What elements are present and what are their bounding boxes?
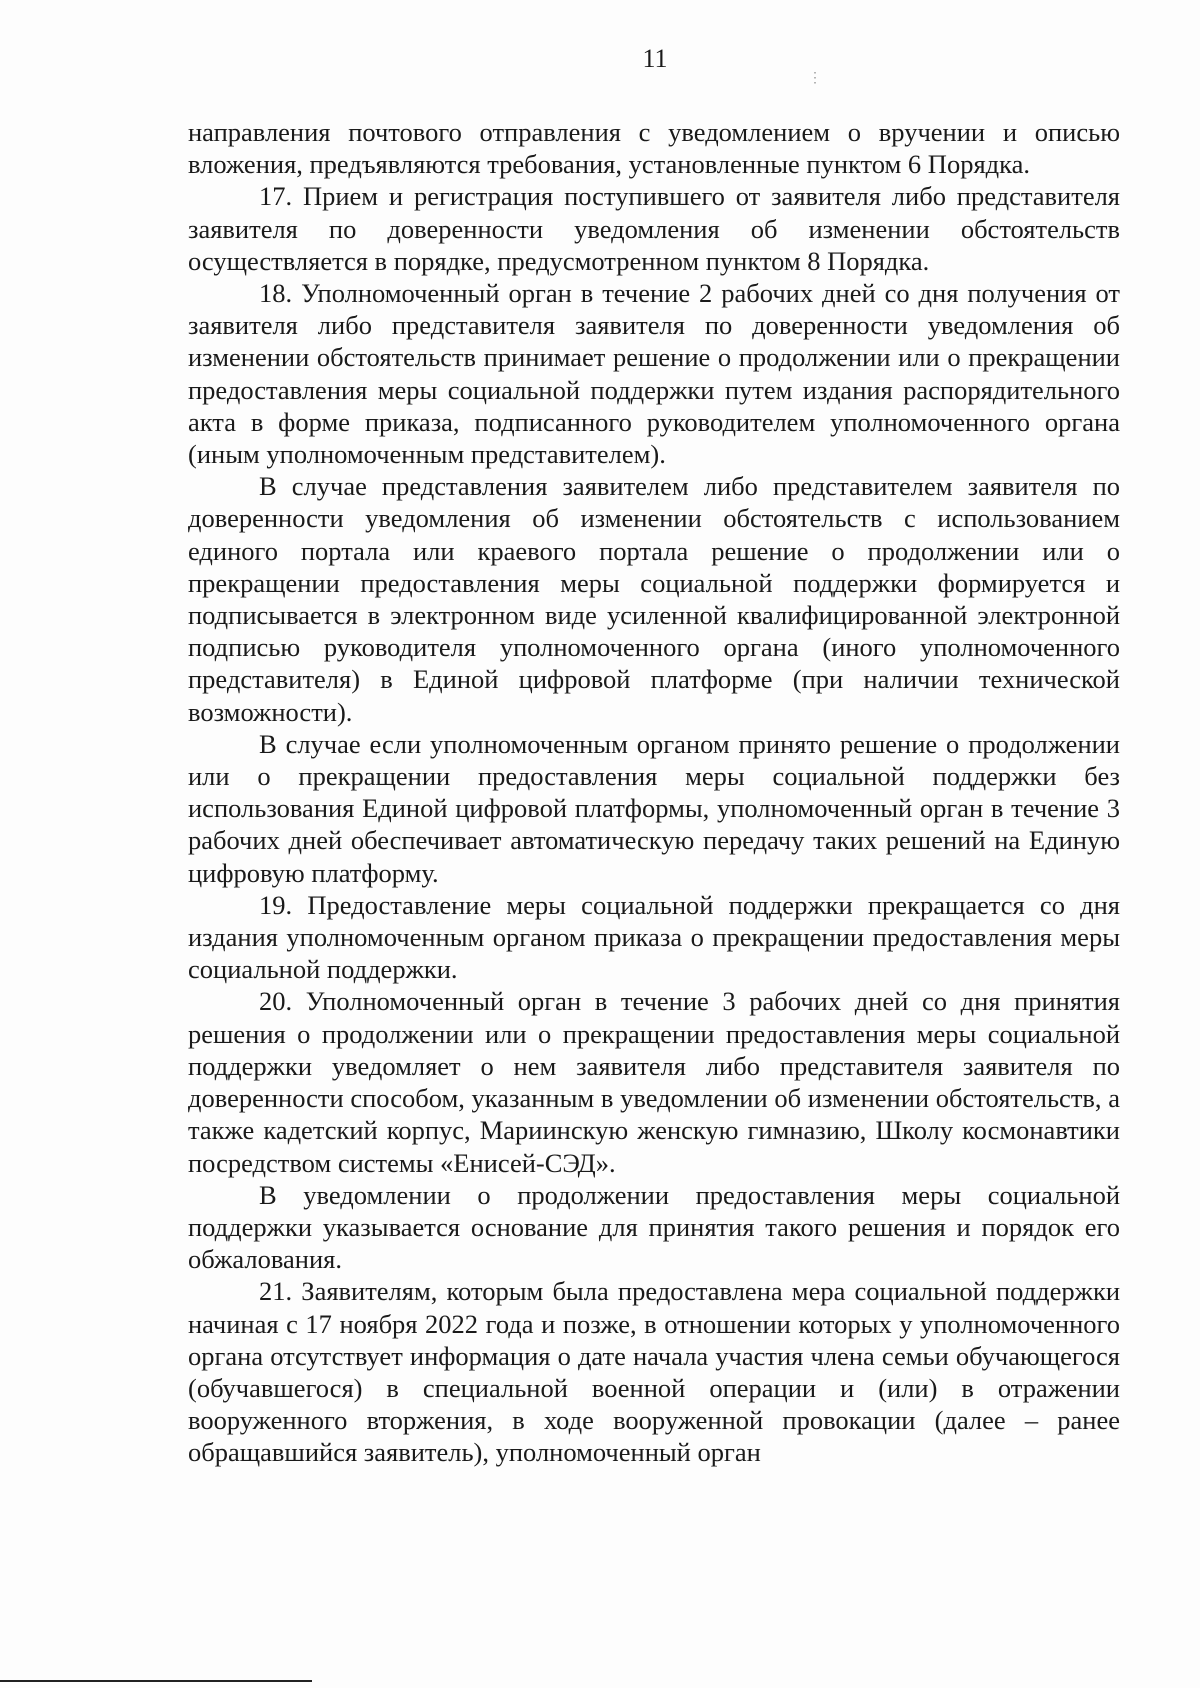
- paragraph-17: 17. Прием и регистрация поступившего от заявителя либо представителя заявителя по доверенности уведомления об изменении обстоятельств осуществляется в порядке, предусмотренном пунктом 8 Порядка.: [188, 181, 1120, 276]
- body-text: [188, 116, 1120, 1469]
- paragraph-18: 18. Уполномоченный орган в течение 2 рабочих дней со дня получения от заявителя либо представителя заявителя по доверенности уведомления об изменении обстоятельств принимает решение о продолжении или о прекращении предоставления меры социальной поддержки путем издания распорядительного акта в форме приказа, подписанного руководителем уполномоченного органа (иным уполномоченным представителем).: [188, 278, 1120, 470]
- paragraph-19: 19. Предоставление меры социальной поддержки прекращается со дня издания уполномоченным органом приказа о прекращении предоставления меры социальной поддержки.: [188, 889, 1120, 985]
- footnote-rule: [0, 1680, 312, 1682]
- paragraph-18-transfer: В случае если уполномоченным органом принято решение о продолжении или о прекращении предоставления меры социальной поддержки без использования Единой цифровой платформы, уполномоченный орган в течение 3 рабочих дней обеспечивает автоматическую передачу таких решений на Единую цифровую платформу.: [188, 728, 1120, 888]
- page-number: 11: [642, 44, 668, 73]
- paragraph-continuation: направления почтового отправления с уведомлением о вручении и описью вложения, предъявляются требования, установленные пунктом 6 Порядка.: [188, 117, 1120, 180]
- paragraph-20-notice: В уведомлении о продолжении предоставления меры социальной поддержки указывается основание для принятия такого решения и порядок его обжалования.: [188, 1179, 1120, 1275]
- paragraph-20: 20. Уполномоченный орган в течение 3 рабочих дней со дня принятия решения о продолжении или о прекращении предоставления меры социальной поддержки уведомляет о нем заявителя либо представителя заявителя по доверенности способом, указанным в уведомлении об изменении обстоятельств, а также кадетский корпус, Мариинскую женскую гимназию, Школу космонавтики посредством системы «Енисей-СЭД».: [188, 986, 1120, 1178]
- paragraph-18-electronic: В случае представления заявителем либо представителем заявителя по доверенности уведомления об изменении обстоятельств с использованием единого портала или краевого портала решение о продолжении или о прекращении предоставления меры социальной поддержки формируется и подписывается в электронном виде усиленной квалифицированной электронной подписью руководителя уполномоченного органа (иного уполномоченного представителя) в Единой цифровой платформе (при наличии технической возможности).: [188, 471, 1120, 727]
- paragraph-21: 21. Заявителям, которым была предоставлена мера социальной поддержки начиная с 17 ноября 2022 года и позже, в отношении которых у уполномоченного органа отсутствует информация о дате начала участия члена семьи обучающегося (обучавшегося) в специальной военной операции и (или) в отражении вооруженного вторжения, в ходе вооруженной провокации (далее – ранее обращавшийся заявитель), уполномоченный орган: [188, 1276, 1120, 1468]
- scan-speck: ⋮: [808, 71, 822, 86]
